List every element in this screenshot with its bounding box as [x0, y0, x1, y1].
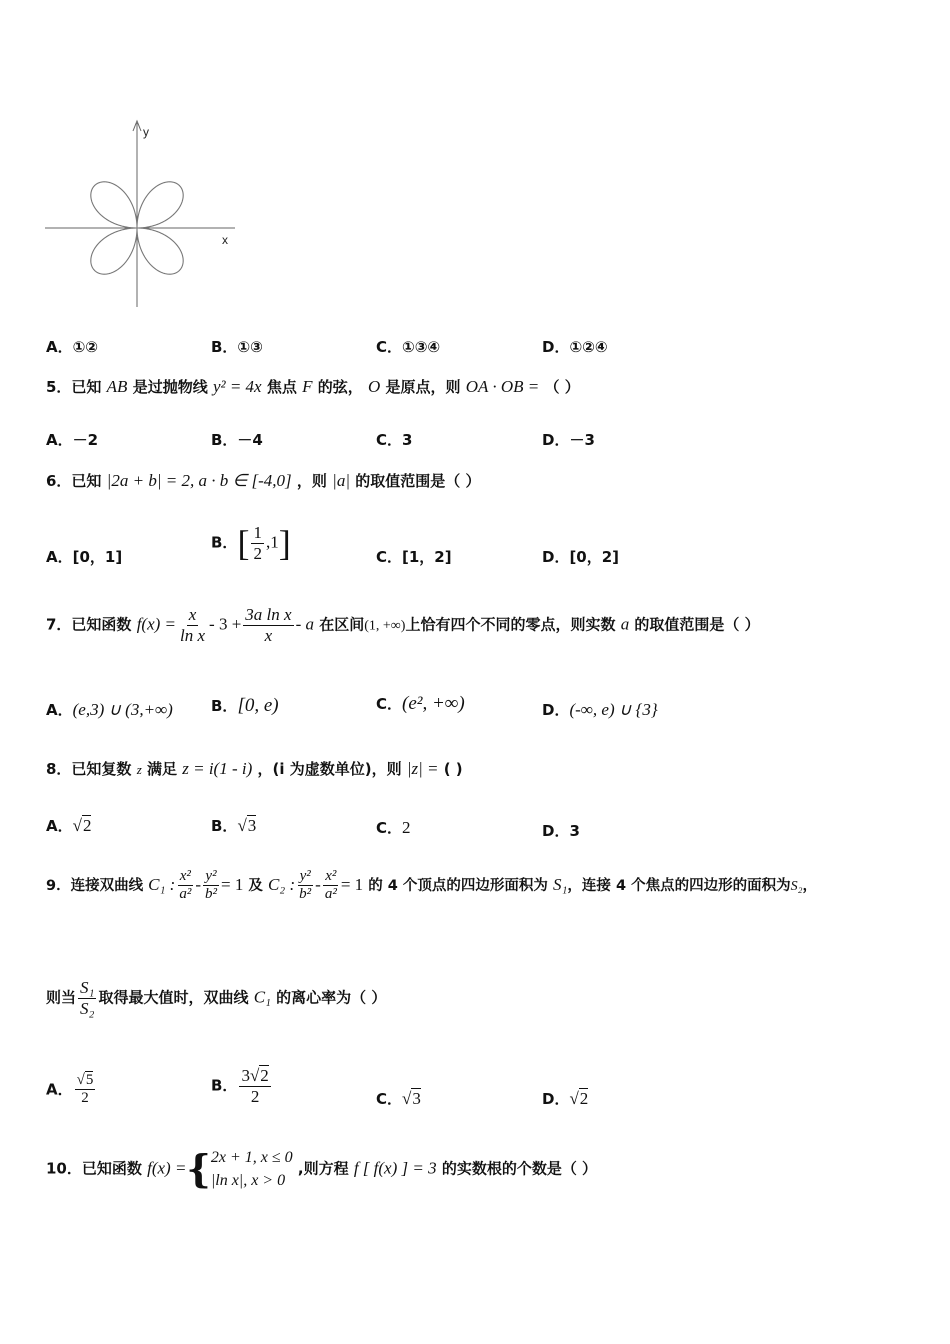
q5-text: 焦点: [266, 378, 297, 396]
q10-stem: 10．已知函数 f(x) ={ 2x + 1, x ≤ 0 |ln x|, x > 0 ,则方程 f [ f(x) ] = 3 的实数根的个数是（ ）: [46, 1146, 598, 1192]
fraction-denominator: x: [264, 625, 273, 645]
q7-option-c[interactable]: [376, 693, 465, 715]
q8-math-abs-z: |z| =: [406, 759, 439, 778]
fraction-denominator: a²: [179, 886, 192, 903]
q9-fraction-y: [203, 868, 219, 904]
q9-option-c-label: C．: [376, 1090, 403, 1108]
q8-math-equation: z = i(1 - i): [182, 759, 253, 778]
q7-option-d-label: D．: [542, 701, 570, 719]
q6-option-c[interactable]: C．[1，2]: [376, 548, 452, 566]
q7-option-d[interactable]: [542, 699, 658, 720]
q7-math-tail: - a: [295, 614, 314, 634]
q7-text: 7．已知函数: [46, 615, 132, 634]
q7-option-c-label: C．: [376, 695, 403, 713]
radicand: 2: [82, 816, 92, 835]
q9-math-c1: C₁ :: [148, 874, 176, 894]
q8-option-c[interactable]: [376, 817, 411, 838]
fraction-numerator: 3a ln x: [245, 605, 292, 624]
q10-text: 10．已知函数: [46, 1159, 142, 1178]
fraction-denominator: S₂: [80, 998, 95, 1018]
q5-math-f: F: [302, 377, 313, 396]
q6-option-a[interactable]: A．[0，1]: [46, 548, 123, 566]
q9-fraction-y2: [297, 868, 313, 904]
q9-option-b[interactable]: [211, 1066, 273, 1106]
q5-text: 5．已知: [46, 378, 102, 396]
q9-option-a-fraction: $\frac{√5}{2}$: [76, 1072, 94, 1107]
q10-case-1: 2x + 1, x ≤ 0: [210, 1149, 293, 1166]
fraction-denominator: b²: [299, 886, 312, 903]
q8-text: ，(i 为虚数单位)，则: [257, 760, 402, 778]
q4-option-c[interactable]: C．①③④: [376, 338, 441, 356]
q10-math-equation: f [ f(x) ] = 3: [353, 1158, 437, 1178]
q7-option-a-label: A．: [46, 701, 73, 719]
q5-option-b[interactable]: B．－4: [211, 431, 263, 449]
q6-text: 的取值范围是（ ）: [355, 472, 481, 490]
q9-math-eq: = 1: [221, 874, 244, 894]
q7-math-mid: - 3 +: [209, 614, 242, 634]
fraction-denominator: 2: [81, 1090, 89, 1107]
q5-math-dot: OA · OB =: [465, 377, 540, 396]
q9-fraction-s: [78, 978, 96, 1018]
fraction-numerator: y²: [203, 868, 218, 886]
q5-math-parabola: y² = 4x: [212, 377, 262, 396]
fraction-numerator: x: [188, 605, 197, 624]
q9-text: 取得最大值时，双曲线: [98, 988, 249, 1007]
q9-math-s1: S₁: [552, 874, 568, 894]
q8-stem: [46, 758, 463, 779]
q10-text: ,则方程: [297, 1159, 349, 1178]
q7-option-c-value: (e², +∞): [402, 693, 465, 714]
q10-text: 的实数根的个数是（ ）: [441, 1159, 598, 1178]
q7-text: 的取值范围是（ ）: [634, 615, 760, 634]
q5-option-d[interactable]: D．－3: [542, 431, 595, 449]
fraction-denominator: ln x: [180, 625, 206, 645]
q5-option-a[interactable]: A．－2: [46, 431, 99, 449]
radicand: 3: [247, 816, 257, 835]
q9-math-eq: = 1: [340, 874, 364, 894]
q7-option-a[interactable]: [46, 699, 173, 720]
q8-option-b[interactable]: B．√3: [211, 816, 257, 835]
coefficient: 3: [241, 1066, 250, 1085]
q7-math-lhs: f(x) =: [136, 614, 176, 634]
q5-text: 的弦，: [317, 378, 363, 396]
q9-text: 则当: [46, 988, 77, 1007]
fraction-denominator: 2: [253, 543, 262, 563]
q9-text: ，连接 4 个焦点的四边形的面积为: [567, 877, 791, 894]
q6-option-b-tail: ,1: [265, 532, 279, 552]
q9-option-b-fraction: $\frac{3√2}{2}$: [241, 1066, 269, 1106]
q8-option-d[interactable]: D．3: [542, 822, 580, 840]
fraction-denominator: a²: [324, 886, 337, 903]
q7-option-b-value: [0, e): [237, 695, 279, 716]
q9-option-c[interactable]: C．√3: [376, 1089, 421, 1108]
fraction-numerator: x²: [323, 868, 338, 886]
q5-stem: [46, 376, 580, 397]
x-axis-label: x: [222, 233, 228, 247]
q7-math-a: a: [620, 614, 630, 634]
q10-case-2: |ln x|, x > 0: [210, 1172, 286, 1190]
q8-option-a[interactable]: A．√2: [46, 816, 92, 835]
q7-text: 上恰有四个不同的零点，则实数: [405, 615, 616, 634]
q7-option-b[interactable]: [211, 695, 279, 717]
q7-math-interval: (1, +∞): [364, 618, 406, 634]
q5-text: 是原点，则: [385, 378, 461, 396]
radicand: 3: [412, 1089, 421, 1108]
q8-text: 8．已知复数: [46, 760, 132, 778]
q8-math-z: z: [136, 762, 142, 777]
q10-math-fx: f(x) =: [147, 1158, 187, 1178]
q9-math-c2: C₂ :: [267, 874, 296, 894]
q4-option-b[interactable]: B．①③: [211, 338, 263, 356]
q5-math-o: O: [367, 377, 381, 396]
q6-math-abs-a: |a|: [332, 471, 351, 490]
q6-option-d[interactable]: D．[0，2]: [542, 548, 620, 566]
q9-stem-line2: [46, 978, 386, 1018]
q10-piecewise: [211, 1146, 293, 1192]
q6-option-b-label: B．: [211, 533, 238, 552]
q6-text: 6．已知: [46, 472, 102, 490]
q4-option-a[interactable]: A．①②: [46, 338, 99, 356]
q9-option-d-label: D．: [542, 1090, 570, 1108]
radicand: 2: [579, 1089, 589, 1108]
radicand: 2: [260, 1066, 269, 1085]
q4-option-d[interactable]: D．①②④: [542, 338, 608, 356]
q5-text: （ ）: [544, 378, 580, 396]
q9-option-a[interactable]: [46, 1072, 97, 1108]
q9-text: 的 4 个顶点的四边形面积为: [368, 877, 548, 894]
fraction-numerator: S₁: [80, 978, 95, 997]
fraction-numerator: 1: [253, 522, 262, 542]
radicand: 5: [85, 1072, 94, 1088]
q6-math-condition: |2a + b| = 2, a · b ∈ [-4,0]: [106, 471, 292, 490]
q9-text: 9．连接双曲线: [46, 877, 144, 894]
q8-text: ( ): [443, 760, 463, 778]
q5-math-ab: AB: [106, 377, 128, 396]
q7-stem: [46, 605, 760, 645]
q5-option-c[interactable]: C．3: [376, 431, 413, 449]
q7-text: 在区间: [319, 615, 365, 634]
q6-stem: [46, 470, 480, 491]
q8-text: 满足: [146, 760, 177, 778]
q8-option-c-value: 2: [402, 818, 411, 837]
fraction-denominator: b²: [205, 886, 217, 903]
q9-math-c1b: C₁: [253, 987, 271, 1007]
fraction-numerator: y²: [298, 868, 313, 886]
q9-fraction-x: [177, 868, 193, 904]
q9-fraction-x2: [323, 868, 339, 904]
q6-option-b-fraction: [251, 523, 264, 563]
q9-option-a-label: A．: [46, 1080, 73, 1099]
q7-option-b-label: B．: [211, 697, 238, 715]
q5-text: 是过抛物线: [132, 378, 208, 396]
q6-text: ，则: [296, 472, 327, 490]
q9-text: 及: [248, 877, 263, 894]
q7-option-d-value: (-∞, e) ∪ {3}: [569, 700, 658, 719]
q8-option-a-label: A．: [46, 817, 73, 835]
q9-text: ，: [802, 877, 817, 894]
fraction-denominator: 2: [250, 1086, 260, 1106]
y-axis-label: y: [143, 125, 149, 139]
q8-option-c-label: C．: [376, 819, 403, 837]
rose-curve-figure: [40, 115, 250, 315]
q7-fraction-2: [243, 605, 293, 645]
q9-stem-line1: 9．连接双曲线 C₁ : $\frac{\text{x²}}{\text{a²}}$ - $\frac{\text{y²}}{\text{b²}}$ = 1 及 C₂ : $\frac{\text{y²}}{\text{b²}}$ - $\frac{\text{x²}}{\text{a²}}$ = 1 的 4 个顶点的四边形面积为 S₁，连接 4 个焦点的四边形的面积为S₂，: [46, 868, 817, 903]
q6-option-b[interactable]: B．[ $\frac{1}{2}$ ,1]: [211, 522, 291, 563]
q9-math-s2: S₂: [790, 878, 803, 894]
q8-option-b-label: B．: [211, 817, 238, 835]
q7-fraction-1: [178, 605, 207, 645]
q9-option-b-label: B．: [211, 1076, 238, 1095]
q9-text: 的离心率为（ ）: [276, 988, 387, 1007]
fraction-numerator: x²: [178, 868, 193, 886]
q9-option-d[interactable]: D．√2: [542, 1089, 589, 1108]
q7-option-a-value: (e,3) ∪ (3,+∞): [72, 700, 173, 719]
